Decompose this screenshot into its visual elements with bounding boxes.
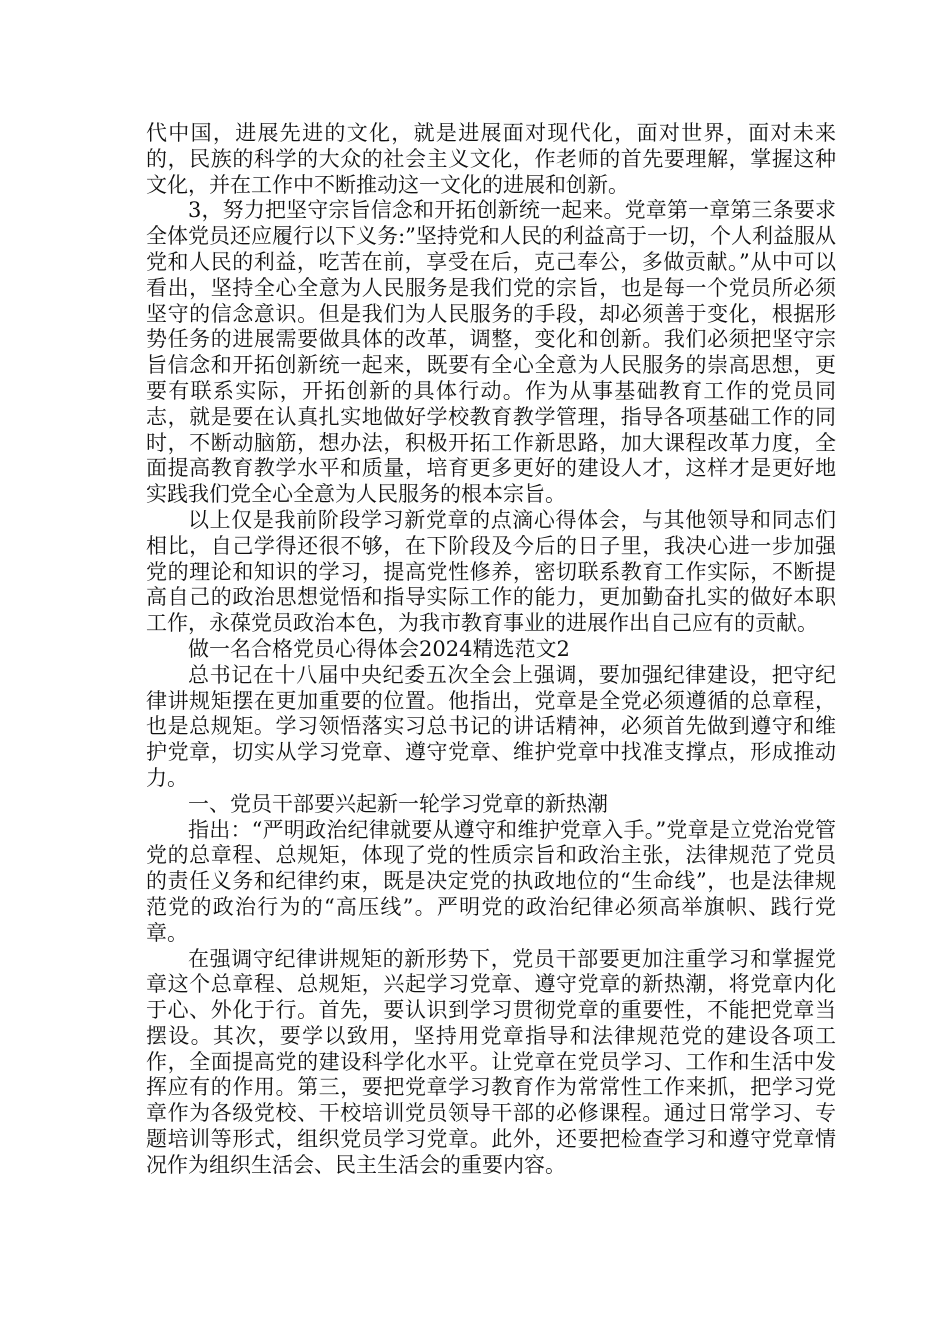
paragraph-intro-continuation: 代中国，进展先进的文化，就是进展面对现代化，面对世界，面对未来的，民族的科学的大众的社会主义文化，作老师的首先要理解，掌握这种文化，并在工作中不断推动这一文化的进展和创新。 xyxy=(146,121,836,197)
section-heading-1: 一、党员干部要兴起新一轮学习党章的新热潮 xyxy=(188,791,608,816)
paragraph-conclusion: 以上仅是我前阶段学习新党章的点滴心得体会，与其他领导和同志们相比，自己学得还很不够，在下阶段及今后的日子里，我决心进一步加强党的理论和知识的学习，提高党性修养，密切联系教育工作实际，不断提高自己的政治思想觉悟和指导实际工作的能力，更加勤奋扎实的做好本职工作，永葆党员政治本色，为我市教育事业的进展作出自己应有的贡献。 xyxy=(146,507,836,636)
document-body xyxy=(146,121,836,1179)
paragraph-point-3: 3，努力把坚守宗旨信念和开拓创新统一起来。党章第一章第三条要求全体党员还应履行以下义务:”坚持党和人民的利益高于一切，个人利益服从党和人民的利益，吃苦在前，享受在后，克己奉公，多做贡献。”从中可以看出，坚持全心全意为人民服务是我们党的宗旨，也是每一个党员所必须坚守的信念意识。但是我们为人民服务的手段，却必须善于变化，根据形势任务的进展需要做具体的改革，调整，变化和创新。我们必须把坚守宗旨信念和开拓创新统一起来，既要有全心全意为人民服务的崇高思想，更要有联系实际，开拓创新的具体行动。作为从事基础教育工作的党员同志，就是要在认真扎实地做好学校教育教学管理，指导各项基础工作的同时，不断动脑筋，想办法，积极开拓工作新思路，加大课程改革力度，全面提高教育教学水平和质量，培育更多更好的建设人才，这样才是更好地实践我们党全心全意为人民服务的根本宗旨。 xyxy=(146,198,836,507)
essay-2-title: 做一名合格党员心得体会2024精选范文2 xyxy=(188,636,570,661)
paragraph-essay-2-intro: 总书记在十八届中央纪委五次全会上强调，要加强纪律建设，把守纪律讲规矩摆在更加重要的位置。他指出，党章是全党必须遵循的总章程，也是总规矩。学习领悟落实习总书记的讲话精神，必须首先做到遵守和维护党章，切实从学习党章、遵守党章、维护党章中找准支撑点，形成推动力。 xyxy=(146,662,836,790)
paragraph-section-1-a: 指出：“严明政治纪律就要从遵守和维护党章入手。”党章是立党治党管党的总章程、总规矩，体现了党的性质宗旨和政治主张，法律规范了党员的责任义务和纪律约束，既是决定党的执政地位的“生命线”，也是法律规范党的政治行为的“高压线”。严明党的政治纪律必须高举旗帜、践行党章。 xyxy=(146,817,836,945)
paragraph-section-1-b: 在强调守纪律讲规矩的新形势下，党员干部要更加注重学习和掌握党章这个总章程、总规矩，兴起学习党章、遵守党章的新热潮，将党章内化于心、外化于行。首先，要认识到学习贯彻党章的重要性，不能把党章当摆设。其次，要学以致用，坚持用党章指导和法律规范党的建设各项工作，全面提高党的建设科学化水平。让党章在党员学习、工作和生活中发挥应有的作用。第三，要把党章学习教育作为常常性工作来抓，把学习党章作为各级党校、干校培训党员领导干部的必修课程。通过日常学习、专题培训等形式，组织党员学习党章。此外，还要把检查学习和遵守党章情况作为组织生活会、民主生活会的重要内容。 xyxy=(146,946,836,1177)
